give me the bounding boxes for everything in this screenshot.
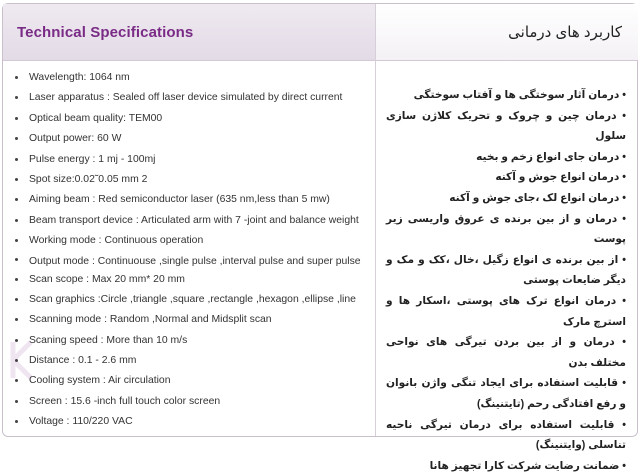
- use-item: • درمان چین و چروک و تحریک کلاژن سازی سلول: [386, 109, 626, 143]
- bullet-icon: [15, 76, 18, 79]
- use-item: • درمان آثار سوختگی ها و آفتاب سوختگی: [413, 89, 626, 101]
- spec-item: Optical beam quality: TEM00: [13, 113, 369, 125]
- bullet-icon: [15, 258, 18, 261]
- spec-item: Screen : 15.6 -inch full touch color screen: [13, 396, 369, 408]
- spec-item: Output mode : Continuouse ,single pulse ,interval pulse and super pulse: [13, 254, 369, 270]
- spec-item: Beam transport device : Articulated arm with 7 -joint and balance weight: [13, 215, 369, 227]
- spec-item: Spot size:0.02˜0.05 mm 2: [13, 174, 369, 186]
- bullet-icon: [15, 318, 18, 321]
- spec-item: Cooling system : Air circulation: [13, 375, 369, 387]
- bullet-icon: [15, 137, 18, 140]
- specs-header: [3, 4, 375, 61]
- therapeutic-uses-column: [375, 4, 638, 472]
- uses-header: [376, 4, 638, 61]
- spec-table: [2, 3, 638, 472]
- spec-item: Distance : 0.1 - 2.6 mm: [13, 355, 369, 367]
- bullet-icon: [15, 198, 18, 201]
- use-item: • درمان انواع لک ،جای جوش و آکنه: [449, 191, 626, 204]
- bullet-icon: [15, 278, 18, 281]
- spec-item: Aiming beam : Red semiconductor laser (635 nm,less than 5 mw): [13, 194, 369, 206]
- spec-item: Scanning mode : Random ,Normal and Midsplit scan: [13, 314, 369, 326]
- specs-list: [13, 72, 369, 437]
- bullet-icon: [15, 219, 18, 222]
- spec-item: Output power: 60 W: [13, 133, 369, 145]
- use-item: • درمان و از بین بردن تیرگی های نواحی مختلف بدن: [386, 336, 626, 369]
- spec-item: Laser apparatus : Sealed off laser device simulated by direct current: [13, 92, 369, 104]
- bullet-icon: [15, 400, 18, 403]
- use-item: • درمان انواع ترک های پوستی ،اسکار ها و استرچ مارک: [386, 294, 626, 328]
- use-item: • قابلیت استفاده برای درمان تیرگی ناحیه تناسلی (وایتنینگ): [386, 418, 626, 452]
- bullet-icon: [15, 96, 18, 99]
- use-item: • درمان جای انواع زخم و بخیه: [476, 150, 626, 163]
- bullet-icon: [15, 239, 18, 242]
- spec-item: Scaning speed : More than 10 m/s: [13, 335, 369, 347]
- watermark-logo-icon: [9, 340, 35, 380]
- spec-item: Scan graphics :Circle ,triangle ,square ,rectangle ,hexagon ,ellipse ,line: [13, 294, 369, 306]
- spec-item: Pulse energy : 1 mj - 100mj: [13, 154, 369, 166]
- spec-item: Scan scope : Max 20 mm* 20 mm: [13, 274, 369, 286]
- technical-specifications-column: [3, 4, 375, 436]
- bullet-icon: [15, 298, 18, 301]
- uses-title: کاربرد های درمانی: [508, 24, 622, 41]
- bullet-icon: [15, 117, 18, 120]
- uses-list: [386, 85, 626, 476]
- use-item: • درمان انواع جوش و آکنه: [495, 171, 626, 184]
- bullet-icon: [15, 158, 18, 161]
- spec-item: Voltage : 110/220 VAC: [13, 416, 369, 428]
- bullet-icon: [15, 178, 18, 181]
- spec-item: Wavelength: 1064 nm: [13, 72, 369, 84]
- use-item: • ضمانت رضایت شرکت کارا تجهیز هانا: [429, 459, 626, 472]
- bullet-icon: [15, 420, 18, 423]
- specs-title: Technical Specifications: [17, 24, 194, 41]
- use-item: • قابلیت استفاده برای ایجاد تنگی واژن بانوان و رفع افتادگی رحم (تایتنینگ): [386, 377, 626, 410]
- use-item: • از بین برنده ی انواع زگیل ،خال ،کک و مک و دیگر ضایعات پوستی: [386, 253, 626, 287]
- use-item: • درمان و از بین برنده ی عروق واریسی زیر پوست: [386, 212, 626, 246]
- spec-item: Working mode : Continuous operation: [13, 235, 369, 247]
